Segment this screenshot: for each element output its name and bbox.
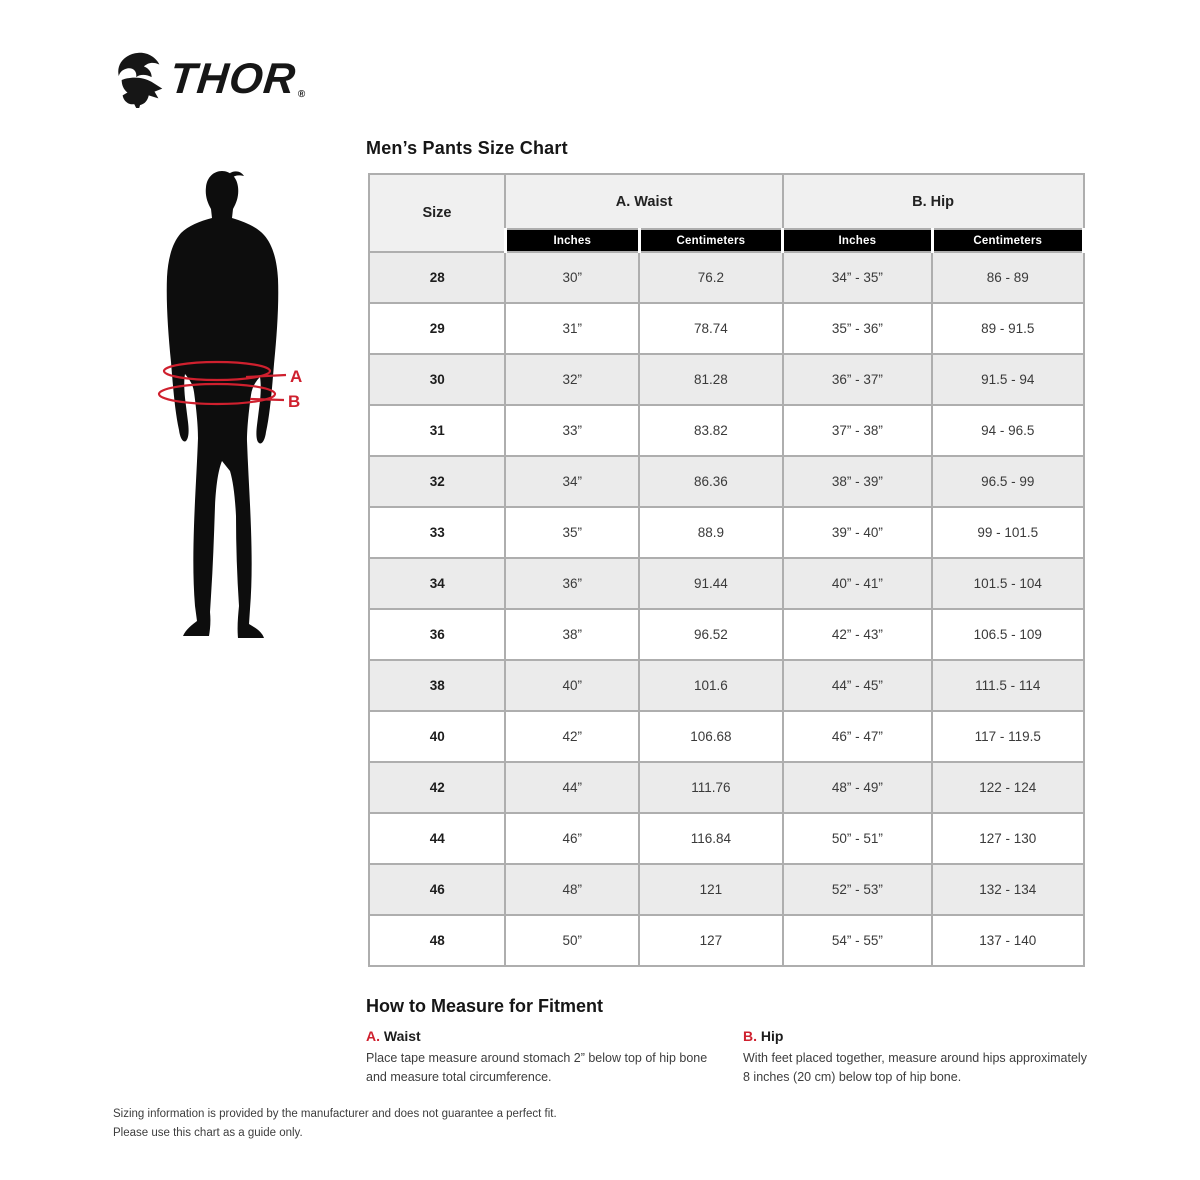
value-cell: 121 — [639, 864, 783, 915]
measure-label-waist — [366, 1028, 718, 1044]
page-title: Men’s Pants Size Chart — [366, 138, 568, 158]
table-row — [369, 558, 1084, 609]
value-cell: 44” - 45” — [783, 660, 932, 711]
size-cell: 46 — [369, 864, 505, 915]
value-cell: 50” - 51” — [783, 813, 932, 864]
subheader-hip-inches: Inches — [783, 229, 932, 252]
subheader-waist-inches: Inches — [505, 229, 639, 252]
measure-instruction-waist — [366, 1028, 718, 1087]
size-cell: 44 — [369, 813, 505, 864]
value-cell: 127 — [639, 915, 783, 966]
size-cell: 31 — [369, 405, 505, 456]
measure-prefix-a: A. — [366, 1028, 380, 1044]
value-cell: 44” — [505, 762, 639, 813]
table-row — [369, 354, 1084, 405]
hip-leader-line — [250, 399, 284, 400]
table-row — [369, 507, 1084, 558]
disclaimer-line-2: Please use this chart as a guide only. — [113, 1126, 303, 1139]
male-silhouette-diagram — [150, 168, 325, 656]
value-cell: 34” — [505, 456, 639, 507]
value-cell: 137 - 140 — [932, 915, 1083, 966]
value-cell: 40” — [505, 660, 639, 711]
thor-wordmark: THOR — [167, 55, 299, 103]
value-cell: 36” — [505, 558, 639, 609]
sizing-disclaimer — [113, 1105, 557, 1143]
value-cell: 33” — [505, 405, 639, 456]
value-cell: 96.52 — [639, 609, 783, 660]
table-row — [369, 252, 1084, 303]
thor-logo — [112, 50, 305, 108]
table-row — [369, 609, 1084, 660]
size-table-body — [369, 252, 1084, 966]
value-cell: 34” - 35” — [783, 252, 932, 303]
subheader-waist-centimeters: Centimeters — [639, 229, 783, 252]
value-cell: 86.36 — [639, 456, 783, 507]
size-chart-table — [368, 173, 1085, 967]
value-cell: 91.44 — [639, 558, 783, 609]
value-cell: 48” — [505, 864, 639, 915]
size-cell: 30 — [369, 354, 505, 405]
measure-name-hip: Hip — [760, 1028, 784, 1044]
table-row — [369, 303, 1084, 354]
table-row — [369, 405, 1084, 456]
waist-label-a: A — [290, 367, 303, 386]
value-cell: 40” - 41” — [783, 558, 932, 609]
value-cell: 37” - 38” — [783, 405, 932, 456]
size-cell: 28 — [369, 252, 505, 303]
col-group-hip: B. Hip — [783, 174, 1084, 229]
goat-head-icon — [112, 50, 170, 108]
value-cell: 94 - 96.5 — [932, 405, 1083, 456]
table-row — [369, 864, 1084, 915]
value-cell: 46” — [505, 813, 639, 864]
value-cell: 111.5 - 114 — [932, 660, 1083, 711]
value-cell: 89 - 91.5 — [932, 303, 1083, 354]
measure-label-hip — [743, 1028, 1095, 1044]
value-cell: 54” - 55” — [783, 915, 932, 966]
howto-heading: How to Measure for Fitment — [366, 996, 604, 1016]
value-cell: 101.6 — [639, 660, 783, 711]
col-header-size: Size — [369, 174, 505, 252]
value-cell: 99 - 101.5 — [932, 507, 1083, 558]
value-cell: 52” - 53” — [783, 864, 932, 915]
body-measurement-figure — [150, 168, 325, 656]
table-row — [369, 813, 1084, 864]
hair-flick — [230, 171, 244, 178]
value-cell: 48” - 49” — [783, 762, 932, 813]
value-cell: 83.82 — [639, 405, 783, 456]
size-cell: 29 — [369, 303, 505, 354]
measure-text-hip: With feet placed together, measure around hips approximately 8 inches (20 cm) below top of hip bone. — [743, 1051, 1087, 1084]
size-cell: 38 — [369, 660, 505, 711]
measure-name-waist: Waist — [383, 1028, 421, 1044]
table-row — [369, 456, 1084, 507]
value-cell: 111.76 — [639, 762, 783, 813]
table-row — [369, 711, 1084, 762]
size-cell: 36 — [369, 609, 505, 660]
table-row — [369, 762, 1084, 813]
value-cell: 76.2 — [639, 252, 783, 303]
value-cell: 42” — [505, 711, 639, 762]
value-cell: 101.5 - 104 — [932, 558, 1083, 609]
size-cell: 34 — [369, 558, 505, 609]
registered-mark: ® — [297, 89, 306, 100]
disclaimer-line-1: Sizing information is provided by the manufacturer and does not guarantee a perfect fit. — [113, 1108, 557, 1120]
value-cell: 38” - 39” — [783, 456, 932, 507]
measure-prefix-b: B. — [743, 1028, 757, 1044]
table-row — [369, 915, 1084, 966]
col-group-waist: A. Waist — [505, 174, 782, 229]
value-cell: 30” — [505, 252, 639, 303]
value-cell: 106.5 - 109 — [932, 609, 1083, 660]
value-cell: 35” - 36” — [783, 303, 932, 354]
value-cell: 39” - 40” — [783, 507, 932, 558]
value-cell: 127 - 130 — [932, 813, 1083, 864]
size-chart-table-container — [368, 173, 1085, 967]
subheader-hip-centimeters: Centimeters — [932, 229, 1083, 252]
value-cell: 78.74 — [639, 303, 783, 354]
value-cell: 42” - 43” — [783, 609, 932, 660]
value-cell: 106.68 — [639, 711, 783, 762]
value-cell: 46” - 47” — [783, 711, 932, 762]
value-cell: 117 - 119.5 — [932, 711, 1083, 762]
measure-instruction-hip — [743, 1028, 1095, 1087]
value-cell: 81.28 — [639, 354, 783, 405]
hip-label-b: B — [288, 392, 301, 411]
size-cell: 48 — [369, 915, 505, 966]
value-cell: 35” — [505, 507, 639, 558]
value-cell: 116.84 — [639, 813, 783, 864]
value-cell: 36” - 37” — [783, 354, 932, 405]
value-cell: 122 - 124 — [932, 762, 1083, 813]
value-cell: 31” — [505, 303, 639, 354]
size-cell: 42 — [369, 762, 505, 813]
size-cell: 32 — [369, 456, 505, 507]
value-cell: 96.5 - 99 — [932, 456, 1083, 507]
table-row — [369, 660, 1084, 711]
size-cell: 40 — [369, 711, 505, 762]
measure-text-waist: Place tape measure around stomach 2” below top of hip bone and measure total circumference. — [366, 1051, 708, 1084]
size-cell: 33 — [369, 507, 505, 558]
value-cell: 86 - 89 — [932, 252, 1083, 303]
value-cell: 91.5 - 94 — [932, 354, 1083, 405]
value-cell: 38” — [505, 609, 639, 660]
value-cell: 32” — [505, 354, 639, 405]
value-cell: 132 - 134 — [932, 864, 1083, 915]
value-cell: 88.9 — [639, 507, 783, 558]
value-cell: 50” — [505, 915, 639, 966]
